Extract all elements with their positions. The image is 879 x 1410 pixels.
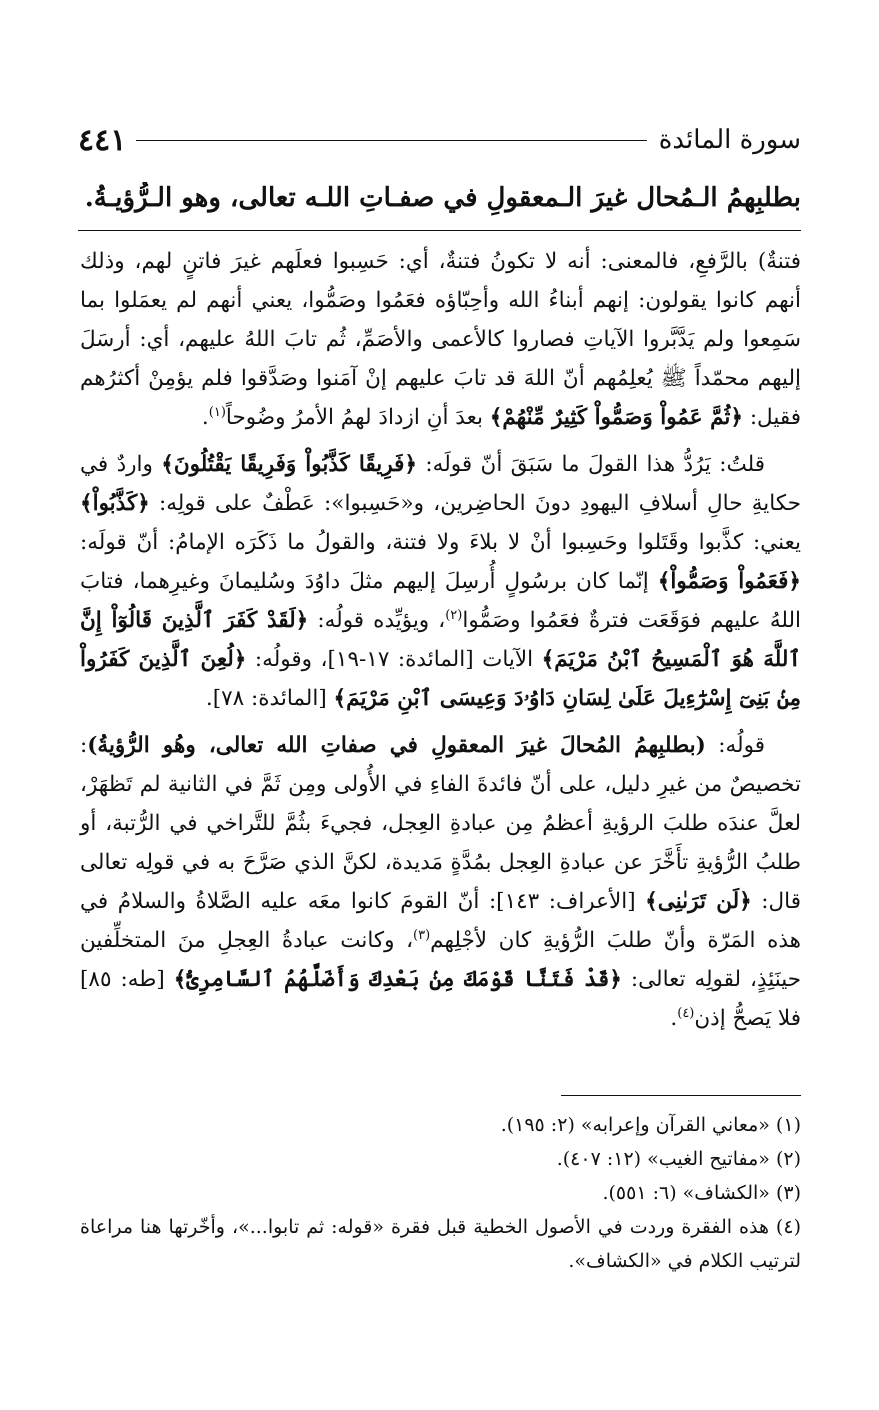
- text-span: بعدَ أنِ ازدادَ لهمُ الأمرُ وضُوحاً: [225, 405, 490, 430]
- text-span: يعني: كذَّبوا وقَتَلوا وحَسِبوا أنْ لا بلاءَ ولا فتنة، والقولُ ما ذَكَرَه الإمامُ: أنّ قولَه:: [80, 530, 801, 555]
- running-header: [78, 120, 801, 160]
- quote-text: ﴿ثُمَّ عَمُواْ وَصَمُّواْ كَثِيرٌ مِّنْهُمْ﴾: [489, 405, 743, 430]
- footnote-ref: (٢): [445, 607, 463, 623]
- text-span: الآيات [المائدة: ١٧-١٩]، وقولُه:: [246, 647, 542, 672]
- text-span: : تخصيصٌ من غيرِ دليل، على أنّ فائدةَ الفاءِ في الأُولى ومِن ثَمَّ في الثانية لم تَظهَرْ، لعلَّ عندَه طلبَ الرؤيةِ أعظمُ مِن عبادةِ العِجل، فجيءَ بثُمَّ للتَّراخي في الرُّتبة، أو طلبُ الرُّؤيةِ تأَخَّرَ عن عبادةِ العِجل بمُدَّةٍ مَديدة، لكنَّ الذي صَرَّحَ به في قولِه تعالى قال:: [80, 733, 801, 914]
- text-span: .: [670, 1006, 678, 1031]
- main-text: [80, 242, 801, 1046]
- footnote-ref: (١): [208, 404, 226, 420]
- footnote-2: (٢) «مفاتيح الغيب» (١٢: ٤٠٧).: [556, 1148, 801, 1170]
- section-title: بطلبِهمُ الـمُحال غيرَ الـمعقولِ في صفـاتِ اللـه تعالى، وهو الـرُّؤيـةُ.: [84, 183, 801, 213]
- footnotes: [80, 1108, 801, 1278]
- text-span: فتنةٌ) بالرَّفعِ، فالمعنى: أنه لا تكونُ فتنةٌ، أي: حَسِبوا فعلَهم غيرَ فاتنٍ لهم، وذلك أنهم كانوا يقولون: إنهم أبناءُ الله وأحِبّاؤه فعَمُوا وصَمُّوا، يعني أنهم لم يعمَلوا بما سَمِعوا ولم يَدَّبَّروا الآياتِ فصاروا كالأعمى والأصَمِّ، ثُم تابَ اللهُ عليهم، أي: أرسَلَ إليهم محمّداً ﷺ يُعلِمُهم أنّ اللهَ قد تابَ عليهم إنْ آمَنوا وصَدَّقوا فلم يؤمِنْ أكثرُهم فقيل:: [80, 249, 801, 430]
- chapter-title: سورة المائدة: [658, 125, 801, 155]
- paragraph: [80, 726, 801, 1038]
- page-number: ٤٤١: [78, 122, 127, 158]
- text-span: قلتُ: يَرُدُّ هذا القولَ ما سَبَقَ أنّ قولَه:: [417, 452, 765, 477]
- header-rule: [136, 140, 646, 141]
- paragraph: [80, 445, 801, 718]
- text-span: إنّما كان برسُولٍ أُرسِلَ إليهم مثلَ داوُدَ وسُليمانَ وغيرِهما، فتابَ اللهُ عليهم فوَقَعَت فترةٌ فعَمُوا وصَمُّوا: [80, 569, 802, 633]
- quote-text: (بطلبِهمُ المُحالَ غيرَ المعقولِ في صفاتِ الله تعالى، وهُو الرُّؤيةُ): [87, 733, 706, 758]
- quote-text: ﴿فَعَمُواْ وَصَمُّواْ﴾: [657, 569, 801, 594]
- text-span: .: [201, 405, 209, 430]
- footnote-4: (٤) هذه الفقرة وردت في الأصول الخطية قبل فقرة «قوله: ثم تابوا...»، وأخّرتها هنا مراعاة لترتيب الكلام في «الكشاف».: [80, 1216, 801, 1272]
- quote-text: ﴿لُعِنَ ٱلَّذِينَ كَفَرُواْ مِنۢ بَنِىٓ إِسْرَٰٓءِيلَ عَلَىٰ لِسَانِ دَاوُۥدَ وَعِيسَى ٱبْنِ مَرْيَمَ﴾: [80, 647, 801, 711]
- quote-text: ﴿لَن تَرَىٰنِى﴾: [645, 889, 752, 914]
- quote-text: ﴿لَقَدْ كَفَرَ ٱلَّذِينَ قَالُوٓاْ إِنَّ ٱللَّهَ هُوَ ٱلْمَسِيحُ ٱبْنُ مَرْيَمَ﴾: [80, 608, 801, 672]
- text-span: [الأعراف: ١٤٣]: أنّ القومَ كانوا معَه عليه الصَّلاةُ والسلامُ في هذه المَرّة وأنّ طلبَ الرُّؤيةِ كان لأجْلِهم: [80, 889, 801, 953]
- text-span: قولُه:: [705, 733, 765, 758]
- footnote-ref: (٤): [677, 1005, 695, 1021]
- text-span: ، وكانت عبادةُ العِجلِ منَ المتخلِّفين حينَئِذٍ، لقولِه تعالى:: [80, 928, 801, 992]
- text-span: [طه: ٨٥] فلا يَصحُّ إذن: [80, 967, 801, 1031]
- text-span: [المائدة: ٧٨].: [205, 686, 334, 711]
- footnote-3: (٣) «الكشاف» (٦: ٥٥١).: [602, 1182, 801, 1204]
- quote-text: ﴿فَرِيقًا كَذَّبُواْ وَفَرِيقًا يَقْتُلُونَ﴾: [161, 452, 418, 477]
- paragraph: [80, 242, 801, 437]
- title-rule: [78, 230, 801, 231]
- footnote-1: (١) «معاني القرآن وإعرابه» (٢: ١٩٥).: [500, 1114, 801, 1136]
- text-span: ، ويؤيِّده قولُه:: [308, 608, 446, 633]
- footnote-ref: (٣): [413, 927, 431, 943]
- footnote-rule: [561, 1095, 801, 1096]
- text-span: واردٌ في حكايةِ حالِ أسلافِ اليهودِ دونَ الحاضِرين، و«حَسِبوا»: عَطْفٌ على قولِه:: [80, 452, 801, 516]
- quote-text: ﴿كَذَّبُواْ﴾: [80, 491, 150, 516]
- quote-text: ﴿قَدْ فَتَنَّا قَوْمَكَ مِنۢ بَعْدِكَ وَأَضَلَّهُمُ ٱلسَّامِرِىُّ﴾: [173, 967, 622, 992]
